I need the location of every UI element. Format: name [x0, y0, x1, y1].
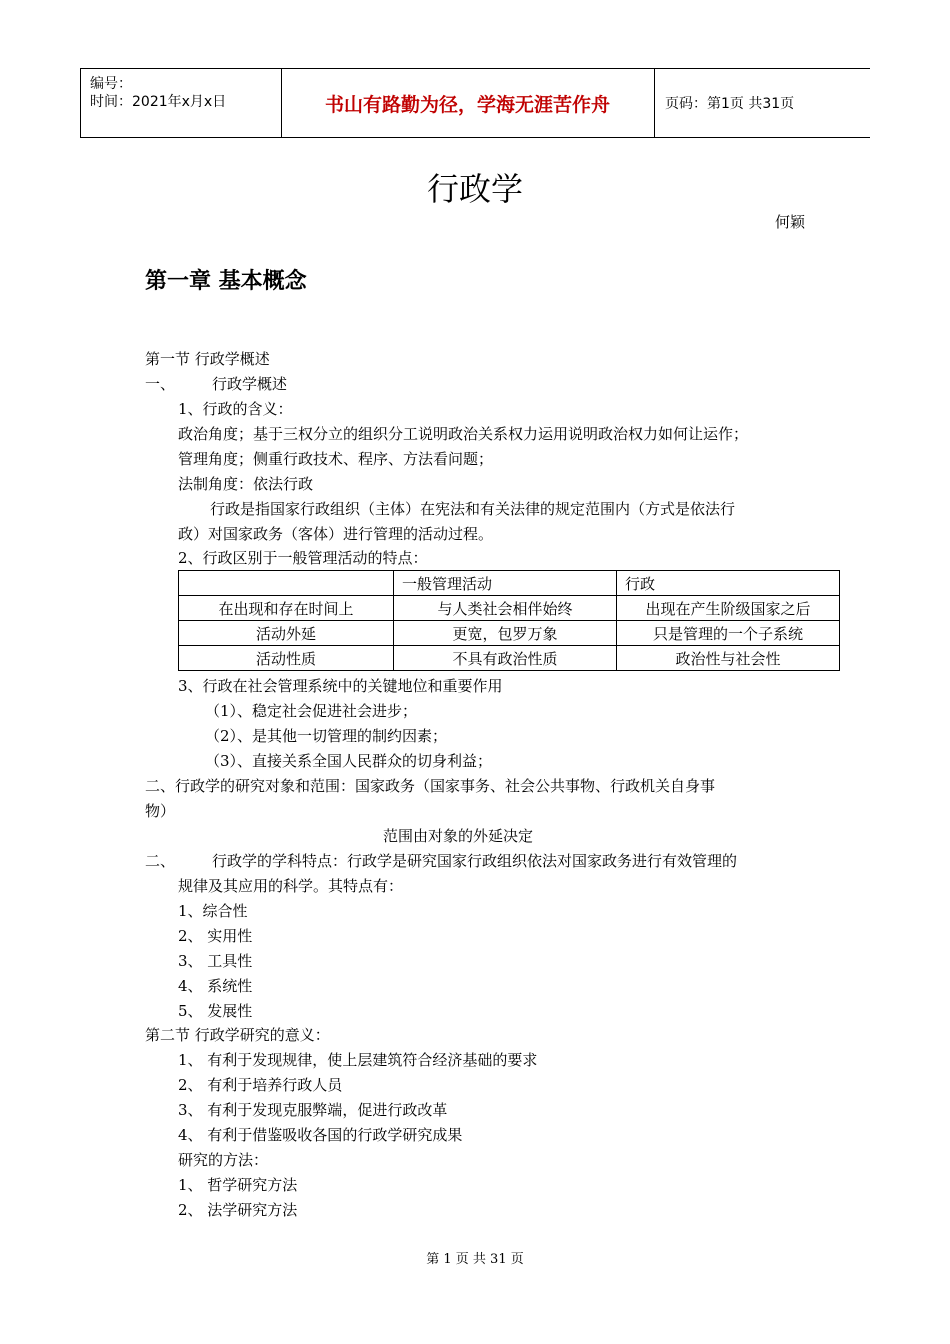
- table-cell: 出现在产生阶级国家之后: [617, 596, 840, 621]
- motto-text: 书山有路勤为径，学海无涯苦作舟: [324, 93, 610, 116]
- section-heading: 第二节 行政学研究的意义：: [145, 1026, 330, 1044]
- paragraph-line: 物）: [145, 802, 176, 820]
- paragraph-line: 政）对国家政务（客体）进行管理的活动过程。: [178, 525, 494, 543]
- paragraph-line: 规律及其应用的科学。其特点有：: [178, 877, 404, 895]
- table-cell: 政治性与社会性: [617, 646, 840, 671]
- list-item: 3、 有利于发现克服弊端，促进行政改革: [178, 1101, 448, 1119]
- list-item: 4、 系统性: [178, 977, 253, 995]
- list-item: 3、 工具性: [178, 952, 253, 970]
- author: 何颖: [775, 213, 806, 231]
- table-cell: 与人类社会相伴始终: [394, 596, 617, 621]
- table-row: [179, 571, 840, 596]
- header-page-cell: [655, 69, 870, 137]
- paragraph-line: 行政学的学科特点：行政学是研究国家行政组织依法对国家政务进行有效管理的: [212, 852, 738, 870]
- list-number: 一、: [145, 375, 176, 393]
- paragraph-line: 法制角度：依法行政: [178, 475, 314, 493]
- page-info: 页码：第1页 共31页: [665, 96, 795, 112]
- paragraph-line: 研究的方法：: [178, 1151, 269, 1169]
- paragraph-line: 1、行政的含义：: [178, 400, 293, 418]
- table-header-cell: 一般管理活动: [394, 571, 617, 596]
- list-item: （2）、是其他一切管理的制约因素；: [205, 727, 448, 745]
- list-item: 2、 实用性: [178, 927, 253, 945]
- paragraph-line: 管理角度；侧重行政技术、程序、方法看问题；: [178, 450, 494, 468]
- subsection-heading: 行政学概述: [212, 375, 288, 393]
- table-cell: 不具有政治性质: [394, 646, 617, 671]
- time-label: 时间：2021年x月x日: [90, 94, 227, 110]
- table-cell: 在出现和存在时间上: [179, 596, 394, 621]
- document-title: 行政学: [426, 170, 523, 208]
- document-header: [80, 68, 870, 138]
- list-item: 5、 发展性: [178, 1002, 253, 1020]
- list-item: （1）、稳定社会促进社会进步；: [205, 702, 418, 720]
- paragraph-line: 3、行政在社会管理系统中的关键地位和重要作用: [178, 677, 503, 695]
- section-heading: 第一节 行政学概述: [145, 350, 270, 368]
- list-item: 2、 有利于培养行政人员: [178, 1076, 343, 1094]
- page-footer: 第 1 页 共 31 页: [426, 1252, 524, 1267]
- table-cell: 更宽，包罗万象: [394, 621, 617, 646]
- list-item: 4、 有利于借鉴吸收各国的行政学研究成果: [178, 1126, 463, 1144]
- chapter-heading: 第一章 基本概念: [145, 269, 307, 294]
- table-cell: 活动外延: [179, 621, 394, 646]
- paragraph-line: 2、行政区别于一般管理活动的特点：: [178, 549, 428, 567]
- header-meta-cell: [80, 69, 282, 137]
- table-cell: 活动性质: [179, 646, 394, 671]
- table-row: [179, 646, 840, 671]
- paragraph-line: 政治角度；基于三权分立的组织分工说明政治关系权力运用说明政治权力如何让运作；: [178, 425, 749, 443]
- paragraph-line: 范围由对象的外延决定: [383, 827, 534, 845]
- list-item: 1、综合性: [178, 902, 248, 920]
- list-item: 1、 有利于发现规律，使上层建筑符合经济基础的要求: [178, 1051, 538, 1069]
- table-cell: 只是管理的一个子系统: [617, 621, 840, 646]
- list-number: 二、: [145, 852, 176, 870]
- list-item: 1、 哲学研究方法: [178, 1176, 298, 1194]
- paragraph-line: 二、行政学的研究对象和范围：国家政务（国家事务、社会公共事物、行政机关自身事: [145, 777, 716, 795]
- paragraph-line: 行政是指国家行政组织（主体）在宪法和有关法律的规定范围内（方式是依法行: [210, 500, 736, 518]
- table-row: [179, 596, 840, 621]
- table-header-cell: 行政: [617, 571, 840, 596]
- table-cell: [179, 571, 394, 596]
- header-motto-cell: [281, 69, 655, 137]
- table-row: [179, 621, 840, 646]
- list-item: （3）、直接关系全国人民群众的切身利益；: [205, 752, 493, 770]
- serial-label: 编号：: [90, 76, 132, 92]
- list-item: 2、 法学研究方法: [178, 1201, 298, 1219]
- comparison-table: [178, 570, 840, 671]
